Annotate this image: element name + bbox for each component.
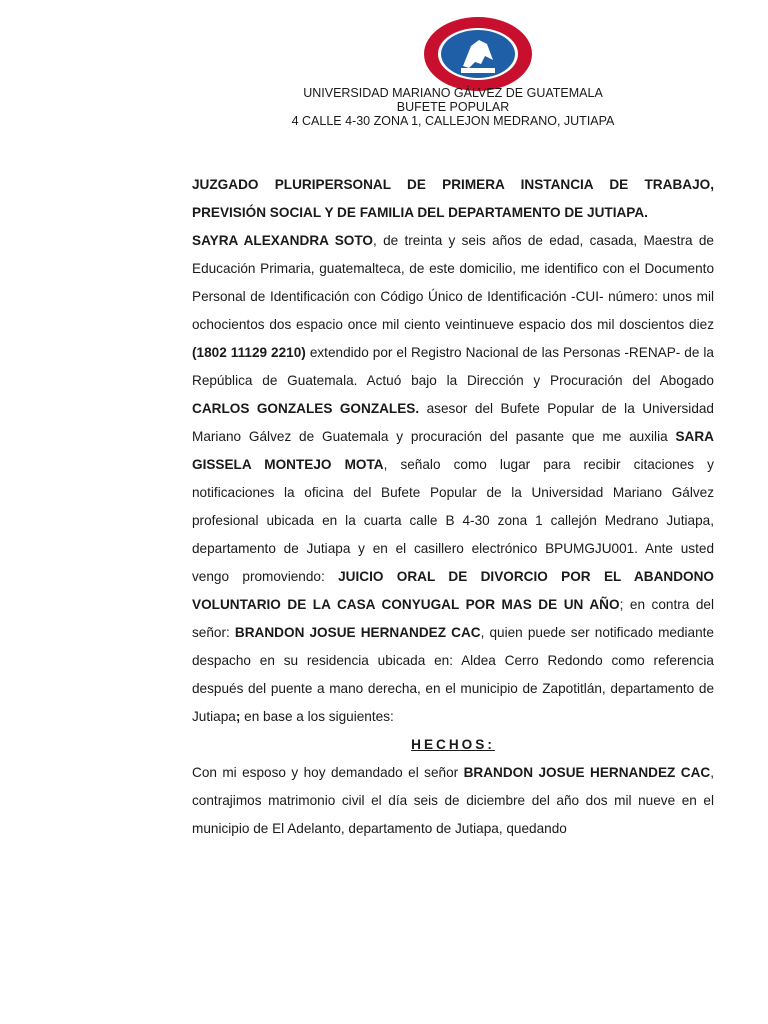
document-body (192, 171, 714, 843)
text-segment: ; (235, 709, 241, 724)
header-address: 4 CALLE 4-30 ZONA 1, CALLEJON MEDRANO, JUTIAPA (291, 114, 615, 128)
case-type: JUICIO ORAL DE DIVORCIO POR EL ABANDONO VOLUNTARIO DE LA CASA CONYUGAL POR MAS DE UN AÑO (192, 569, 714, 612)
plaintiff-name: SAYRA ALEXANDRA SOTO (192, 233, 374, 248)
text-segment: en base a los siguientes: (240, 709, 394, 724)
facts-paragraph (192, 759, 714, 843)
text-segment: extendido por el Registro Nacional de las Personas -RENAP- de la República de Guatemala. Actuó bajo la Dirección y Procuración del Abogado (192, 345, 714, 388)
defendant-name: BRANDON JOSUE HERNANDEZ CAC (463, 765, 711, 780)
text-segment: asesor del Bufete Popular de la Universidad Mariano Gálvez de Guatemala y procuración del pasante que me auxilia (192, 401, 714, 444)
intern-name: SARA GISSELA MONTEJO MOTA (192, 429, 714, 472)
cui-number: (1802 11129 2210) (192, 345, 306, 360)
seal-banner (461, 68, 495, 73)
text-segment: , quien puede ser notificado mediante despacho en su residencia ubicada en: Aldea Cerro Redondo como referencia después del puente a mano derecha, en el municipio de Zapotitlán, departamento de Jutiapa (192, 625, 714, 724)
lawyer-name: CARLOS GONZALES GONZALES. (192, 401, 420, 416)
court-heading: JUZGADO PLURIPERSONAL DE PRIMERA INSTANCIA DE TRABAJO, PREVISIÓN SOCIAL Y DE FAMILIA DEL DEPARTAMENTO DE JUTIAPA. (192, 177, 714, 220)
text-segment: Con mi esposo y hoy demandado el señor (192, 765, 464, 780)
hechos-section (192, 731, 714, 759)
petition-paragraph (192, 227, 714, 731)
text-segment: ; en contra del señor: (192, 597, 714, 640)
defendant-name: BRANDON JOSUE HERNANDEZ CAC (234, 625, 481, 640)
text-segment: , de treinta y seis años de edad, casada, Maestra de Educación Primaria, guatemalteca, de este domicilio, me identifico con el Documento Personal de Identificación con Código Único de Identificación -CUI- número: unos mil ochocientos dos espacio once mil ciento veintinueve espacio dos mil doscientos diez (192, 233, 714, 332)
hechos-heading: HECHOS: (411, 737, 495, 752)
header-office-name: BUFETE POPULAR (396, 100, 510, 114)
university-seal-icon (423, 16, 533, 92)
text-segment: , contrajimos matrimonio civil el día seis de diciembre del año dos mil nueve en el municipio de El Adelanto, departamento de Jutiapa, quedando (192, 765, 714, 836)
text-segment: , señalo como lugar para recibir citaciones y notificaciones la oficina del Bufete Popular de la Universidad Mariano Gálvez profesional ubicada en la cuarta calle B 4-30 zona 1 callejón Medrano Jutiapa, departamento de Jutiapa y en el casillero electrónico BPUMGJU001. Ante usted vengo promoviendo: (192, 457, 714, 584)
header-university-name: UNIVERSIDAD MARIANO GÁLVEZ DE GUATEMALA (303, 86, 603, 100)
